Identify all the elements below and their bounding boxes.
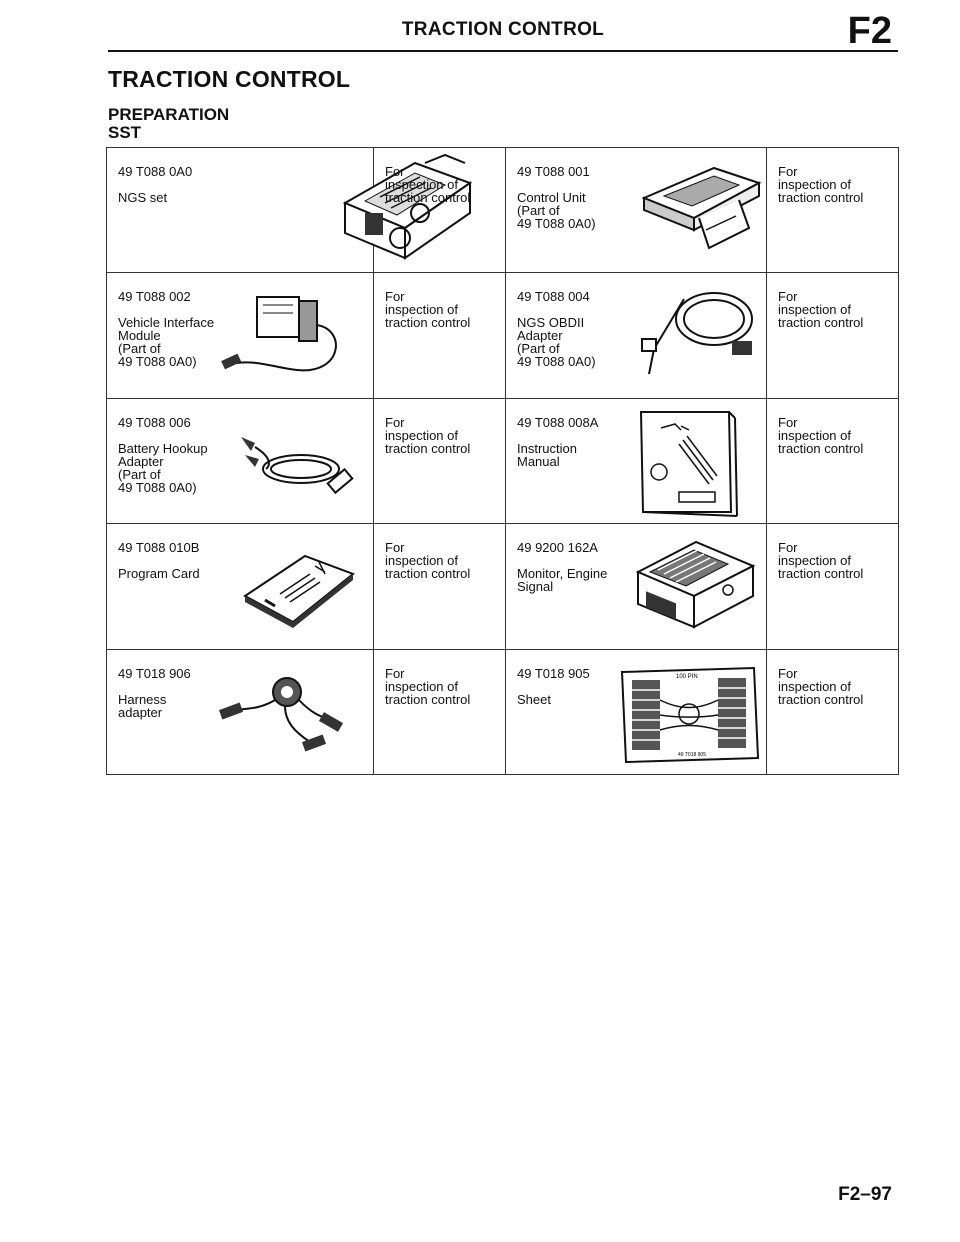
tool-name-line: NGS set: [118, 190, 168, 205]
purpose-line: traction control: [385, 190, 471, 205]
tool-name-line: Monitor, Engine: [517, 566, 608, 582]
tool-number: 49 T018 905: [517, 665, 590, 681]
purpose-cell: [374, 273, 506, 398]
purpose-cell: [374, 148, 506, 273]
purpose-cell: [767, 649, 899, 774]
preparation-heading: PREPARATION: [108, 105, 230, 124]
tool-cell: [506, 524, 767, 649]
tool-cell: [506, 148, 767, 273]
tool-name-line: Harness: [118, 691, 167, 707]
purpose-line: For: [778, 164, 798, 179]
sheet-label-top: 100 PIN: [676, 673, 698, 680]
purpose-cell: [374, 398, 506, 523]
tool-name-line: NGS OBDII: [517, 315, 585, 331]
tool-name-line: (Part of: [118, 466, 161, 482]
manual-book-icon: [621, 404, 741, 519]
purpose-line: For: [385, 164, 405, 179]
purpose-line: inspection of: [778, 302, 851, 318]
tool-description: [118, 290, 214, 368]
sst-table-row: [107, 524, 899, 649]
tool-name-line: Sheet: [517, 691, 551, 707]
control-unit-icon: [634, 158, 764, 258]
purpose-line: inspection of: [385, 427, 458, 443]
purpose-text: [778, 416, 863, 455]
battery-clip-cable-icon: [211, 417, 361, 512]
purpose-line: For: [778, 540, 798, 556]
purpose-line: traction control: [778, 566, 864, 582]
tool-name-line: Adapter: [517, 328, 563, 344]
tool-name-line: Adapter: [118, 453, 164, 469]
purpose-text: [385, 667, 470, 706]
tool-description: [517, 416, 598, 468]
tool-description: [517, 541, 607, 593]
purpose-line: traction control: [385, 440, 471, 456]
purpose-line: traction control: [385, 691, 471, 707]
tool-name-line: 49 T088 0A0): [517, 216, 596, 231]
signal-monitor-box-icon: [628, 532, 758, 637]
interface-module-icon: [217, 285, 357, 385]
tool-name-line: Battery Hookup: [118, 440, 208, 456]
tool-cell: [506, 398, 767, 523]
sst-table-row: [107, 148, 899, 273]
purpose-line: For: [778, 289, 798, 305]
tool-description: [118, 667, 191, 719]
purpose-line: inspection of: [385, 302, 458, 318]
tool-number: 49 T088 010B: [118, 540, 200, 556]
purpose-line: traction control: [778, 440, 864, 456]
sheet-label-bottom: 49 T018 905: [678, 751, 706, 758]
purpose-text: [778, 290, 863, 329]
tool-description: [517, 667, 590, 706]
pin-sheet-icon: [614, 660, 764, 765]
tool-number: 49 T018 906: [118, 665, 191, 681]
purpose-text: [385, 416, 470, 455]
purpose-text: [778, 541, 863, 580]
tool-name-line: Module: [118, 328, 161, 344]
tool-description: [517, 290, 596, 368]
tool-cell: [506, 649, 767, 774]
tool-cell: [107, 649, 374, 774]
purpose-line: inspection of: [778, 678, 851, 694]
purpose-line: inspection of: [385, 678, 458, 694]
purpose-cell: [767, 148, 899, 273]
running-header: [108, 10, 898, 52]
page-title: TRACTION CONTROL: [108, 66, 351, 92]
purpose-line: traction control: [385, 315, 471, 331]
purpose-text: [385, 290, 470, 329]
tool-description: [118, 541, 200, 580]
tool-name-line: adapter: [118, 704, 163, 720]
purpose-text: [778, 165, 863, 204]
harness-adapter-icon: [215, 662, 355, 757]
running-title: TRACTION CONTROL: [401, 19, 605, 40]
tool-number: 49 T088 008A: [517, 414, 599, 430]
tool-name-line: Signal: [517, 579, 554, 595]
tool-name-line: (Part of: [517, 341, 560, 357]
tool-name-line: Program Card: [118, 566, 200, 582]
tool-cell: [506, 273, 767, 398]
purpose-line: For: [385, 540, 405, 556]
purpose-line: inspection of: [778, 553, 851, 569]
tool-name-line: Manual: [517, 453, 560, 469]
purpose-line: For: [385, 414, 405, 430]
purpose-line: inspection of: [385, 553, 458, 569]
tool-cell: [107, 398, 374, 523]
purpose-text: [778, 667, 863, 706]
sst-table: [106, 147, 899, 775]
sst-table-row: [107, 398, 899, 523]
purpose-line: For: [385, 665, 405, 681]
section-code: F2: [847, 10, 892, 52]
purpose-cell: [767, 398, 899, 523]
purpose-line: For: [385, 289, 405, 305]
purpose-cell: [374, 649, 506, 774]
tool-number: 49 9200 162A: [517, 540, 598, 556]
tool-description: [517, 165, 596, 230]
tool-number: 49 T088 001: [517, 164, 590, 179]
purpose-line: inspection of: [778, 177, 851, 192]
tool-description: [118, 165, 192, 204]
tool-number: 49 T088 002: [118, 289, 191, 305]
purpose-line: inspection of: [778, 427, 851, 443]
purpose-line: traction control: [385, 566, 471, 582]
purpose-cell: [767, 524, 899, 649]
tool-name-line: Control Unit: [517, 190, 586, 205]
sst-heading: SST: [108, 123, 142, 142]
purpose-cell: [767, 273, 899, 398]
tool-description: [118, 416, 208, 494]
tool-name-line: Instruction: [517, 440, 577, 456]
purpose-line: For: [778, 665, 798, 681]
purpose-line: traction control: [778, 691, 864, 707]
tool-number: 49 T088 006: [118, 414, 191, 430]
obdii-adapter-icon: [624, 279, 764, 389]
tool-number: 49 T088 0A0: [118, 164, 193, 179]
page-number: F2–97: [838, 1184, 892, 1205]
program-card-icon: [235, 544, 365, 634]
tool-name-line: (Part of: [517, 203, 560, 218]
sst-table-row: [107, 649, 899, 774]
sst-table-row: [107, 273, 899, 398]
tool-cell: [107, 524, 374, 649]
purpose-line: traction control: [778, 315, 864, 331]
tool-cell: [107, 148, 374, 273]
purpose-line: For: [778, 414, 798, 430]
purpose-text: [385, 541, 470, 580]
sub-title: [108, 106, 229, 142]
tool-name-line: 49 T088 0A0): [118, 354, 197, 370]
purpose-text: [385, 165, 470, 204]
purpose-line: traction control: [778, 190, 864, 205]
tool-name-line: 49 T088 0A0): [118, 479, 197, 495]
purpose-cell: [374, 524, 506, 649]
tool-cell: [107, 273, 374, 398]
tool-name-line: (Part of: [118, 341, 161, 357]
purpose-line: inspection of: [385, 177, 458, 192]
tool-name-line: Vehicle Interface: [118, 315, 215, 331]
tool-name-line: 49 T088 0A0): [517, 354, 596, 370]
tool-number: 49 T088 004: [517, 289, 590, 305]
